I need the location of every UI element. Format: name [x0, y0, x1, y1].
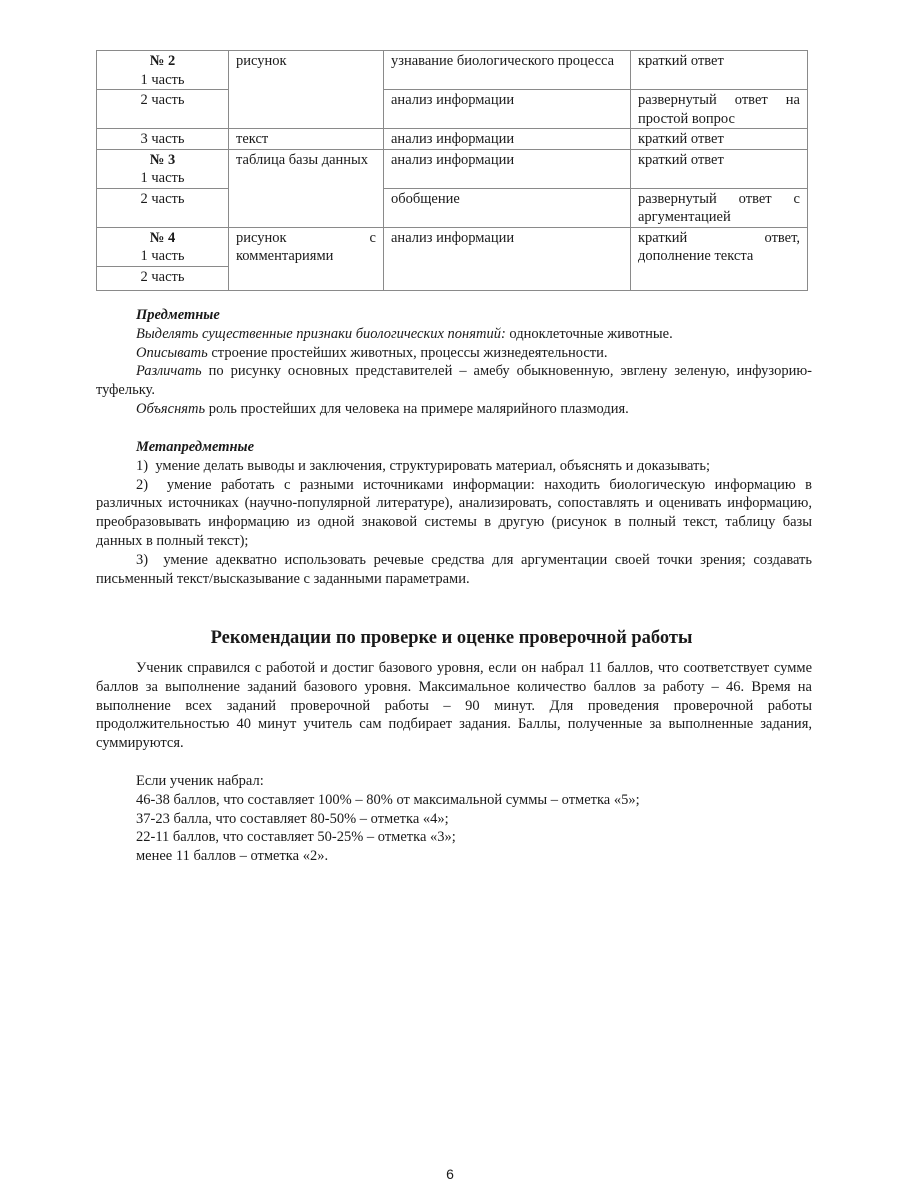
answer-cell: краткий ответ	[631, 149, 808, 188]
meta-result-item: 1) умение делать выводы и заключения, структурировать материал, объяснять и доказывать;	[136, 457, 711, 474]
result-text: роль простейших для человека на примере малярийного плазмодия.	[205, 400, 629, 417]
table-row	[97, 227, 808, 266]
grading-item: 46-38 баллов, что составляет 100% – 80% от максимальной суммы – отметка «5»;	[136, 791, 640, 808]
task-part: 2 часть	[97, 90, 229, 129]
table-row	[97, 188, 808, 227]
result-text: одноклеточные животные.	[505, 325, 673, 342]
grading-item: 37-23 балла, что составляет 80-50% – отметка «4»;	[136, 810, 449, 827]
result-verb: Различать	[136, 363, 202, 380]
skill-cell: узнавание биологического процесса	[384, 51, 631, 90]
recommendations-text: Ученик справился с работой и достиг базового уровня, если он набрал 11 баллов, что соответствует сумме баллов за выполнение заданий базового уровня. Максимальное количество баллов за работу – 46. Время на выполнение всех заданий проверочной работы – 90 минут. Для проведения проверочной работы продолжительностью 40 минут учитель сам подбирает задания. Баллы, полученные за выполненные задания, суммируются.	[96, 660, 812, 752]
result-verb: Описывать	[136, 344, 208, 361]
meta-results-heading: Метапредметные	[136, 439, 255, 455]
skill-cell: анализ информации	[384, 149, 631, 188]
subject-result-item	[96, 362, 812, 400]
task-part: 2 часть	[97, 188, 229, 227]
result-verb: Объяснять	[136, 400, 206, 417]
skill-cell: анализ информации	[384, 129, 631, 150]
task-part: 1 часть	[140, 248, 185, 264]
subject-results-heading: Предметные	[136, 307, 220, 323]
table-row	[97, 149, 808, 188]
material-cell: рисунок с комментариями	[229, 227, 384, 290]
task-number-cell	[97, 149, 229, 188]
section-title: Рекомендации по проверке и оценке проверочной работы	[210, 628, 693, 648]
task-number: № 2	[149, 53, 176, 69]
recommendations-paragraph	[96, 659, 812, 753]
subject-result-item	[96, 344, 812, 363]
task-number-cell	[97, 51, 229, 90]
task-part: 1 часть	[140, 170, 185, 186]
answer-cell: краткий ответ	[631, 51, 808, 90]
subject-result-item	[96, 325, 812, 344]
table-row	[97, 51, 808, 90]
answer-cell: краткий ответ	[631, 129, 808, 150]
task-structure-table	[96, 50, 808, 291]
answer-cell: краткий ответ, дополнение текста	[631, 227, 808, 290]
meta-results-section	[96, 438, 816, 588]
task-part: 1 часть	[140, 71, 185, 88]
task-number-cell	[97, 227, 229, 266]
page-number: 6	[446, 1166, 454, 1182]
meta-result-item: 3) умение адекватно использовать речевые средства для аргументации своей точки зрения; создавать письменный текст/высказывание с заданными параметрами.	[96, 551, 816, 587]
grading-item: менее 11 баллов – отметка «2».	[136, 848, 329, 865]
grading-item: 22-11 баллов, что составляет 50-25% – отметка «3»;	[136, 829, 456, 846]
task-part: 3 часть	[97, 129, 229, 150]
skill-cell: анализ информации	[384, 90, 631, 129]
answer-cell: развернутый ответ на простой вопрос	[631, 90, 808, 129]
grading-section	[136, 772, 812, 866]
subject-results-section	[96, 306, 812, 419]
result-text: по рисунку основных представителей – амебу обыкновенную, эвглену зеленую, инфузорию-туфельку.	[96, 363, 812, 399]
skill-cell: обобщение	[384, 188, 631, 227]
skill-cell: анализ информации	[384, 227, 631, 290]
answer-cell: развернутый ответ с аргументацией	[631, 188, 808, 227]
table-row	[97, 90, 808, 129]
material-cell: таблица базы данных	[229, 149, 384, 227]
task-number: № 3	[149, 151, 176, 168]
meta-result-item: 2) умение работать с разными источниками информации: находить биологическую информацию в различных источниках (научно-популярной литературе), анализировать, сопоставлять и оценивать информацию, преобразовывать информацию из одной знаковой системы в другую (рисунок в полный текст, таблицу базы данных в полный текст);	[96, 476, 816, 549]
task-number: № 4	[149, 229, 176, 246]
subject-result-item	[96, 400, 812, 419]
task-part: 2 часть	[97, 266, 229, 290]
material-cell: текст	[229, 129, 384, 150]
result-verb: Выделять существенные признаки биологических понятий:	[136, 325, 506, 342]
table-row	[97, 129, 808, 150]
result-text: строение простейших животных, процессы жизнедеятельности.	[207, 344, 608, 361]
material-cell: рисунок	[229, 51, 384, 129]
grading-intro: Если ученик набрал:	[136, 773, 264, 789]
